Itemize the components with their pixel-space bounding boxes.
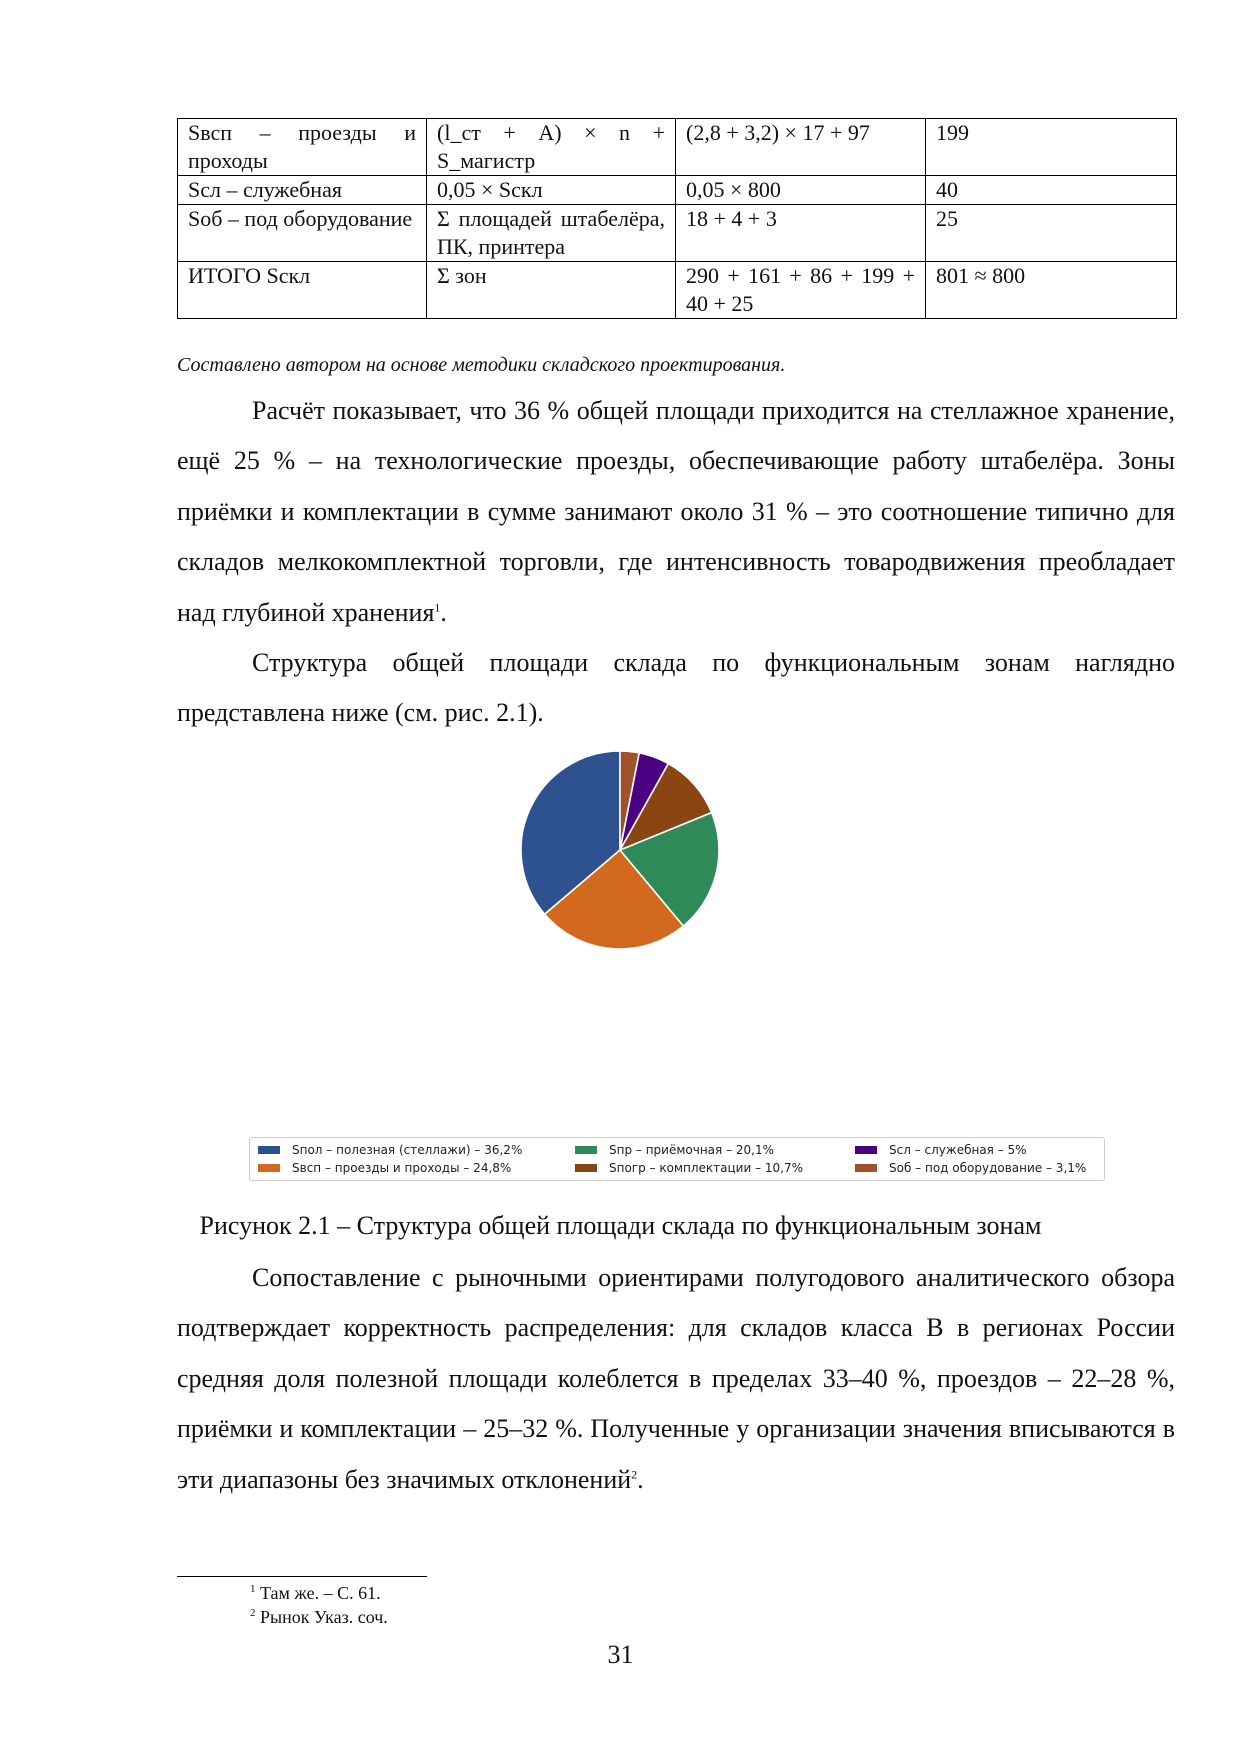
table-cell-formula: 0,05 × Sскл [427,176,676,205]
table-cell-formula: (l_ст + А) × n + S_магистр [427,119,676,176]
footnote-number: 1 [250,1583,256,1595]
legend-swatch [575,1164,597,1172]
table-cell-formula: Σ площадей штабелёра, ПК, принтера [427,205,676,262]
legend-label: Sпр – приёмочная – 20,1% [609,1143,775,1157]
footnote [250,1606,388,1628]
legend-label: Sпогр – комплектации – 10,7% [609,1161,804,1175]
legend-swatch [855,1146,877,1154]
chart-legend [249,1137,1105,1181]
pie-chart [520,750,720,950]
table-cell-zone: Sоб – под оборудование [178,205,427,262]
table-row [178,205,1177,262]
table-cell-calc: 0,05 × 800 [676,176,926,205]
legend-label: Sвсп – проезды и проходы – 24,8% [292,1161,512,1175]
table-row [178,262,1177,319]
table-cell-formula: Σ зон [427,262,676,319]
zones-table [177,118,1177,319]
paragraph-text: Расчёт показывает, что 36 % общей площади приходится на стеллажное хранение, ещё 25 % – на технологические проезды, обеспечивающие работу штабелёра. Зоны приёмки и комплектации в сумме занимают около 31 % – это соотношение типично для складов мелкокомплектной торговли, где интенсивность товародвижения преобладает над глубиной хранения [177,396,1175,627]
table-row [178,176,1177,205]
paragraph-end: . [440,597,447,627]
footnote-reference[interactable]: 1 [434,599,441,614]
legend-label: Sпол – полезная (стеллажи) – 36,2% [292,1143,523,1157]
table-row [178,119,1177,176]
footnote [250,1582,381,1604]
table-source-note: Составлено автором на основе методики складского проектирования. [177,354,786,376]
legend-swatch [575,1146,597,1154]
table-cell-calc: 290 + 161 + 86 + 199 + 40 + 25 [676,262,926,319]
footnote-separator [177,1576,427,1577]
footnote-number: 2 [250,1607,256,1619]
footnote-text: Там же. – С. 61. [260,1583,381,1603]
table-cell-value: 25 [926,205,1177,262]
paragraph-text: Сопоставление с рыночными ориентирами полугодового аналитического обзора подтверждает корректность распределения: для складов класса B в регионах России средняя доля полезной площади колеблется в пределах 33–40 %, проездов – 22–28 %, приёмки и комплектации – 25–32 %. Полученные у организации значения вписываются в эти диапазоны без значимых отклонений [177,1263,1175,1494]
paragraph-end: . [637,1464,644,1494]
paragraph [177,1253,1175,1505]
paragraph [177,386,1175,638]
page-number: 31 [607,1640,634,1669]
legend-swatch [258,1164,280,1172]
footnote-reference[interactable]: 2 [631,1466,638,1481]
table-cell-calc: 18 + 4 + 3 [676,205,926,262]
table-cell-value: 199 [926,119,1177,176]
footnote-text: Рынок Указ. соч. [260,1607,388,1627]
figure-caption: Рисунок 2.1 – Структура общей площади склада по функциональным зонам [199,1211,1042,1240]
legend-swatch [258,1146,280,1154]
legend-label: Sоб – под оборудование – 3,1% [889,1161,1087,1175]
legend-swatch [855,1164,877,1172]
table-cell-zone: ИТОГО Sскл [178,262,427,319]
legend-label: Sсл – служебная – 5% [889,1143,1027,1157]
table-cell-value: 40 [926,176,1177,205]
table-cell-calc: (2,8 + 3,2) × 17 + 97 [676,119,926,176]
table-cell-zone: Sсл – служебная [178,176,427,205]
paragraph: Структура общей площади склада по функциональным зонам наглядно представлена ниже (см. рис. 2.1). [177,648,1175,728]
table-cell-zone: Sвсп – проезды и проходы [178,119,427,176]
table-cell-value: 801 ≈ 800 [926,262,1177,319]
